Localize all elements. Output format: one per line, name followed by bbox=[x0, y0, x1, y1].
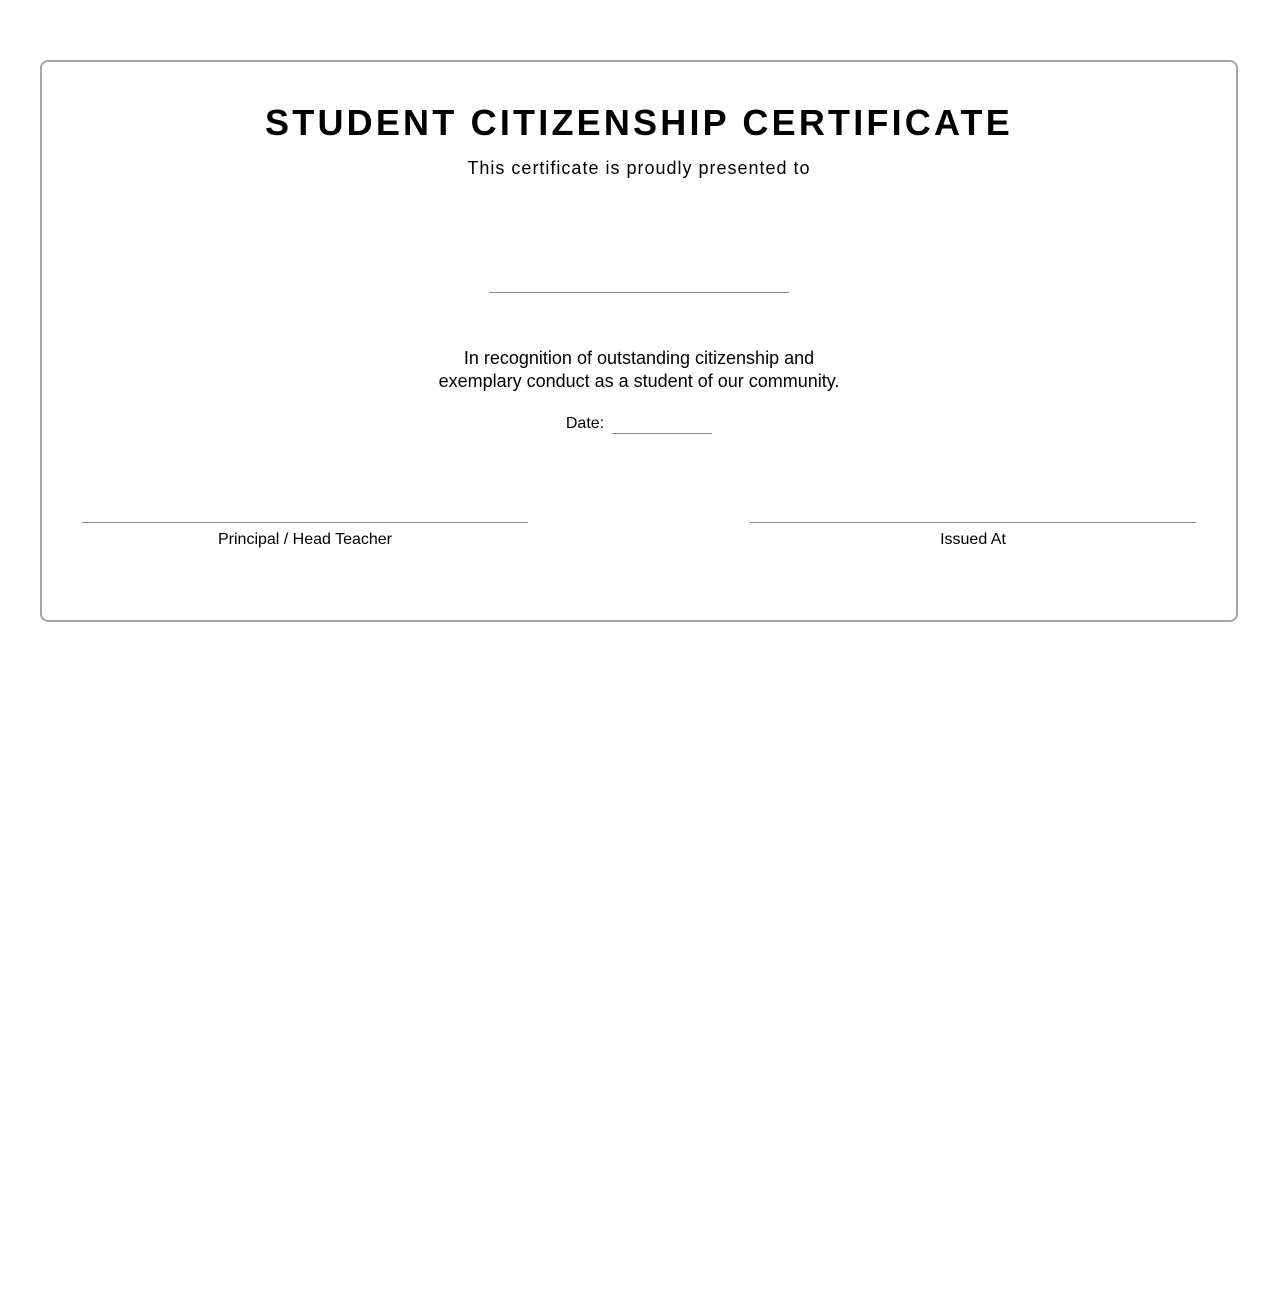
recognition-text bbox=[42, 347, 1236, 393]
signature-issued-at bbox=[750, 522, 1196, 550]
signature-label: Principal / Head Teacher bbox=[217, 531, 393, 548]
certificate-subtitle: This certificate is proudly presented to bbox=[467, 158, 811, 178]
date-row bbox=[42, 414, 1236, 434]
recognition-line-1: In recognition of outstanding citizenship and bbox=[463, 348, 815, 368]
recipient-name-line bbox=[489, 292, 789, 293]
date-blank-line bbox=[612, 414, 712, 434]
signature-label: Issued At bbox=[940, 531, 1006, 548]
signature-principal bbox=[82, 522, 528, 550]
signature-line bbox=[750, 522, 1196, 523]
recognition-line-2: exemplary conduct as a student of our community. bbox=[438, 371, 840, 391]
certificate-title: STUDENT CITIZENSHIP CERTIFICATE bbox=[265, 102, 1013, 143]
certificate-card bbox=[40, 60, 1238, 622]
date-label: Date: bbox=[565, 415, 605, 432]
signature-line bbox=[82, 522, 528, 523]
